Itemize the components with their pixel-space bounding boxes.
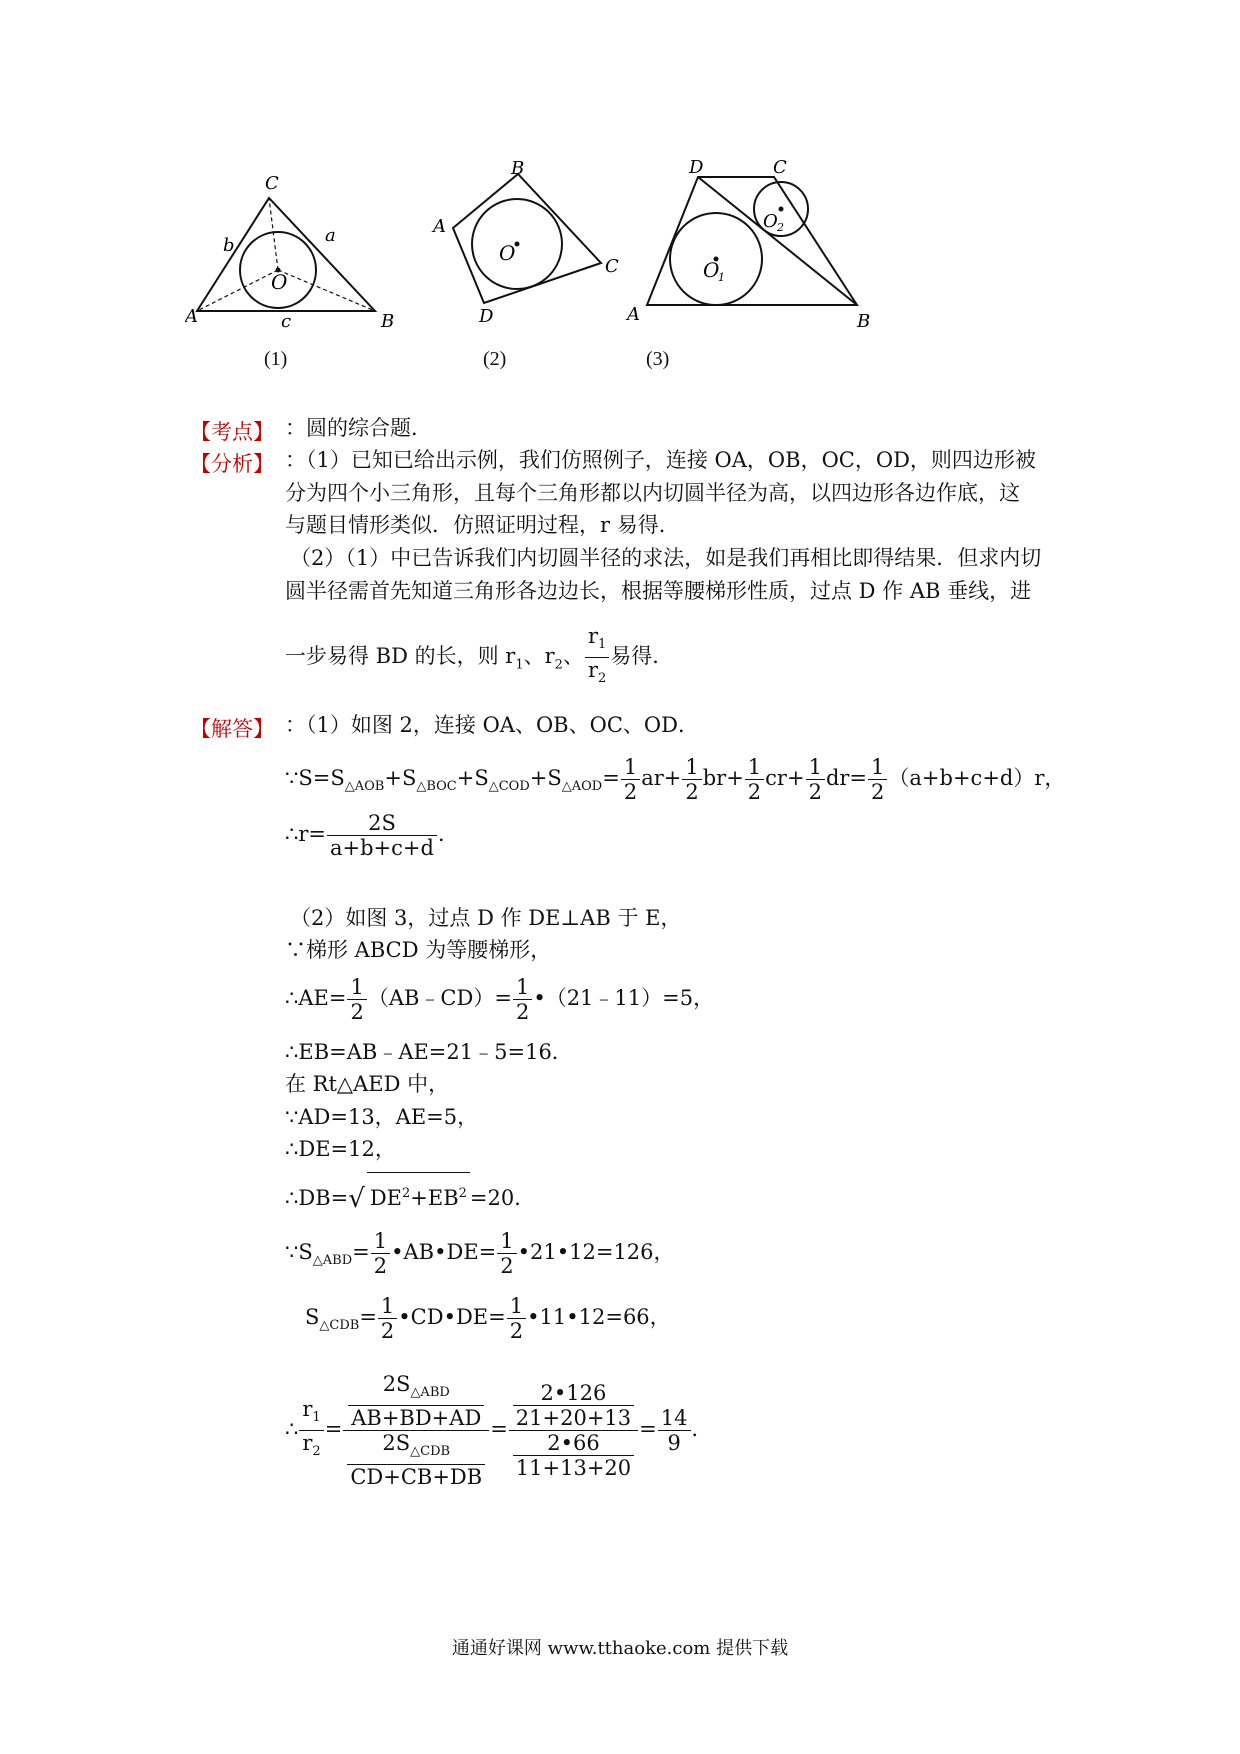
fig1-label-o: O xyxy=(271,270,288,294)
fig3-label-c: C xyxy=(773,157,787,178)
jieda-area-abd: $\because S_{\triangle ABD}=$ $\frac{1}{2}$ •AB•DE= $\frac{1}{2}$ •21•12=126， xyxy=(285,1229,675,1278)
fig1-side-a: a xyxy=(325,225,336,246)
fig3-label-d: D xyxy=(689,157,704,178)
fenxi-line-6: 一步易得 BD 的长，则 $r_1$、$r_2$、 $\frac{r_1}{r_2}$ 易得． xyxy=(285,624,673,691)
jieda-line-5: ∵梯形 ABCD 为等腰梯形， xyxy=(285,938,552,962)
jieda-line-10: ∴DE=12， xyxy=(285,1137,396,1161)
jieda-r-formula: ∴r= $\frac{2S}{a+b+c+d}$ ． xyxy=(285,811,459,860)
jieda-ae-formula: ∴AE= $\frac{1}{2}$ （AB﹣CD）= $\frac{1}{2}$ •（21﹣11）=5， xyxy=(285,975,715,1024)
kaodian-tag: 【考点】 xyxy=(190,420,274,444)
fig1-caption: (1) xyxy=(264,348,288,370)
fig3-label-o1: O xyxy=(703,258,720,282)
jieda-line-8: 在 Rt△AED 中， xyxy=(285,1072,450,1096)
figure-2-quadrilateral-incircle xyxy=(425,160,625,330)
jieda-tag: 【解答】 xyxy=(190,717,274,741)
fenxi-line-2: 分为四个小三角形，且每个三角形都以内切圆半径为高，以四边形各边作底，这 xyxy=(285,481,1020,505)
fig3-label-b: B xyxy=(857,311,871,332)
fenxi-line-4: （2）（1）中已告诉我们内切圆半径的求法，如是我们再相比即得结果．但求内切 xyxy=(290,546,1042,570)
jieda-line-9: ∵AD=13，AE=5， xyxy=(285,1105,479,1129)
fig2-label-b: B xyxy=(511,160,525,179)
jieda-line-1: ：（1）如图 2，连接 OA、OB、OC、OD． xyxy=(285,713,699,737)
page-footer: 通通好课网 www.tthaoke.com 提供下载 xyxy=(451,1638,789,1659)
fig2-label-o: O xyxy=(499,241,516,265)
fig1-label-c: C xyxy=(265,173,279,194)
jieda-ratio-formula: ∴ $\frac{r_1}{r_2}$ = $\frac{\frac{2S_{\triangle ABD}}{AB+BD+AD}}{\frac{2S_{\triangle CDB}}{CD+CB+DB}}$ = $\frac{\frac{2•126}{21+20+13}}{\frac{2•66}{11+13+20}}$ = $\frac{14}{9}$ ． xyxy=(285,1372,713,1490)
fig3-label-a: A xyxy=(627,304,640,325)
fig1-label-a: A xyxy=(185,306,198,327)
sqrt-sign: √ xyxy=(348,1184,365,1214)
jieda-line-7: ∴EB=AB﹣AE=21﹣5=16． xyxy=(285,1040,573,1064)
jieda-area-formula: $\because S=S_{\triangle AOB}+S_{\triangle BOC}+S_{\triangle COD}+S_{\triangle AOD}=$ $\frac{1}{2}$ ar+ $\frac{1}{2}$ br+ $\frac{1}{2}$ cr+ $\frac{1}{2}$ dr= $\frac{1}{2}$ （a+b+c+d）r， xyxy=(285,755,1066,804)
jieda-area-cdb: $S_{\triangle CDB}=$ $\frac{1}{2}$ •CD•DE= $\frac{1}{2}$ •11•12=66， xyxy=(305,1294,671,1343)
fig2-label-c: C xyxy=(605,256,619,277)
fig3-caption: (3) xyxy=(646,348,670,370)
fig1-label-b: B xyxy=(381,311,395,332)
fig2-label-d: D xyxy=(479,306,494,327)
fenxi-line-1: ：（1）已知已给出示例，我们仿照例子，连接 OA，OB，OC，OD，则四边形被 xyxy=(285,448,1036,472)
kaodian-text: ：圆的综合题． xyxy=(285,416,432,440)
figure-3-trapezoid-incircles xyxy=(625,155,880,335)
fig1-side-b: b xyxy=(223,235,235,256)
jieda-line-4: （2）如图 3，过点 D 作 DE⊥AB 于 E， xyxy=(290,906,682,930)
r1-over-r2-fraction: $\frac{r_1}{r_2}$ xyxy=(585,624,609,691)
fig3-label-o1-sub: 1 xyxy=(718,271,725,284)
fig1-side-c: c xyxy=(281,311,292,332)
fig3-label-o2-sub: 2 xyxy=(777,221,784,234)
fenxi-tag: 【分析】 xyxy=(190,452,274,476)
figure-1-triangle-incircle xyxy=(185,165,405,340)
fenxi-line-3: 与题目情形类似．仿照证明过程，r 易得． xyxy=(285,513,680,537)
jieda-db-formula: ∴DB=√ $DE^2+EB^2 =20$． xyxy=(285,1172,535,1220)
fig3-label-o2: O xyxy=(763,211,778,232)
fig2-caption: (2) xyxy=(483,348,507,370)
fenxi-line-5: 圆半径需首先知道三角形各边边长，根据等腰梯形性质，过点 D 作 AB 垂线，进 xyxy=(285,579,1032,603)
fig2-label-a: A xyxy=(433,216,446,237)
